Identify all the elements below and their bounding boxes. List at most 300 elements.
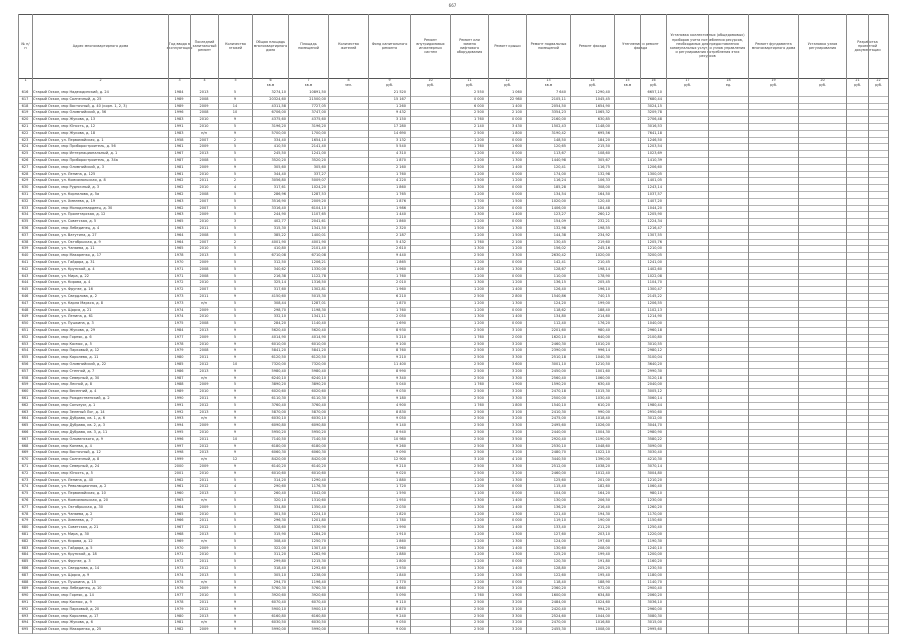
cell-c: 3 200 [511, 470, 522, 475]
cell-a: 1 440 [395, 212, 406, 217]
cell-d: 124,20 [553, 300, 566, 305]
cell-addr: Старый Оскол, ул. Свердлова, д. 2 [33, 294, 97, 298]
cell-g: 1214,90 [647, 314, 662, 319]
cell-d: 136,20 [553, 504, 566, 509]
column-unit: руб. [368, 83, 410, 88]
cell-y: 1967 [174, 151, 184, 156]
cell-val: 337,27 [313, 171, 326, 176]
cell-b: 2 500 [473, 450, 484, 455]
cell-f: 5 [233, 498, 237, 502]
table-header [18, 14, 888, 78]
cell-d: 130,45 [553, 239, 566, 244]
column-unit [218, 83, 252, 88]
cell-n: 691 [21, 600, 29, 604]
cell-y: 1961 [174, 144, 184, 149]
cell-r: 2008 [199, 110, 209, 115]
cell-n: 622 [21, 130, 29, 135]
cell-area: 305,60 [273, 164, 286, 169]
cell-b: 2 500 [473, 328, 484, 332]
cell-e: 106,33 [597, 178, 610, 183]
cell-area: 334,40 [273, 137, 286, 142]
cell-e: 176,20 [597, 321, 610, 326]
cell-f: 9 [233, 409, 237, 414]
cell-area: 3196,20 [271, 124, 286, 128]
cell-n: 626 [21, 158, 29, 162]
cell-y: 1976 [174, 586, 184, 591]
cell-addr: Старый Оскол, ул. Октябрьская, д. 30 [33, 504, 103, 509]
cell-y: 1996 [174, 110, 184, 115]
cell-d: 119,10 [553, 518, 566, 523]
cell-area: 3520,20 [271, 158, 286, 162]
cell-c: 3 200 [511, 620, 522, 625]
column-number: 13 [526, 78, 570, 83]
cell-r: 2012 [199, 525, 209, 530]
cell-val: 6120,50 [311, 355, 326, 360]
cell-d: 1440,98 [551, 158, 566, 162]
cell-val: 1350,40 [311, 504, 326, 509]
cell-f: 5 [233, 566, 237, 570]
column-number: 15 [614, 78, 640, 83]
cell-r: н/п [201, 620, 207, 625]
cell-c: 1 500 [511, 232, 522, 237]
cell-n: 627 [21, 164, 29, 169]
cell-b: 2 500 [473, 423, 484, 428]
cell-addr: Старый Оскол, ул. Хмелева, д. 19 [33, 198, 96, 203]
cell-a: 9 050 [395, 620, 406, 625]
cell-y: 1991 [174, 402, 184, 407]
cell-d: 134,54 [553, 192, 566, 196]
cell-n: 689 [21, 586, 29, 591]
cell-a: 12 900 [393, 457, 406, 462]
cell-d: 120,30 [553, 559, 566, 564]
cell-f: 5 [233, 280, 237, 285]
cell-e: 188,40 [597, 307, 610, 312]
cell-c: 1 300 [511, 300, 522, 305]
cell-r: н/п [201, 130, 207, 135]
cell-g: 1401,05 [647, 178, 662, 183]
cell-y: 1960 [174, 491, 184, 496]
cell-n: 682 [21, 538, 29, 543]
cell-val: 6030,10 [311, 416, 326, 421]
cell-e: 197,60 [597, 538, 610, 543]
cell-e: 1020,00 [595, 253, 610, 258]
cell-y: 1972 [174, 287, 184, 292]
cell-f: 10 [232, 436, 238, 441]
cell-area: 6180,00 [271, 443, 286, 448]
cell-n: 673 [21, 477, 29, 482]
cell-d: 115,40 [553, 484, 566, 489]
cell-area: 325,14 [273, 280, 286, 285]
cell-d: 130,00 [553, 498, 566, 502]
cell-b: 1 200 [473, 273, 484, 278]
cell-f: 9 [233, 96, 237, 101]
cell-val: 1206,21 [311, 260, 326, 264]
column-unit: кв.м [252, 83, 288, 88]
cell-n: 641 [21, 260, 29, 264]
cell-n: 657 [21, 368, 29, 373]
cell-addr: Старый Оскол, ул. Первомайская, д. 1 [33, 137, 104, 142]
cell-a: 5 040 [395, 382, 406, 387]
cell-g: 1044,20 [647, 205, 662, 210]
cell-n: 656 [21, 362, 29, 366]
cell-d: 112,40 [553, 321, 566, 326]
cell-c: 1 300 [511, 552, 522, 557]
cell-addr: Старый Оскол, ул. Ленина, д. 125 [33, 171, 96, 176]
column-number: 8 [328, 78, 368, 83]
cell-a: 1 950 [395, 498, 406, 502]
header-cell: № п/п [18, 14, 32, 78]
cell-d: 125,20 [553, 552, 566, 557]
cell-b: 2 500 [473, 368, 484, 373]
cell-g: 1216,47 [647, 226, 662, 230]
cell-area: 6160,80 [271, 613, 286, 618]
cell-a: 1 860 [395, 219, 406, 224]
cell-b: 1 300 [473, 280, 484, 285]
cell-n: 695 [21, 627, 29, 632]
header-cell: Ремонт фасада [570, 14, 614, 78]
cell-d: 2360,20 [551, 586, 566, 591]
cell-val: 8420,00 [311, 457, 326, 462]
cell-r: 2008 [199, 348, 209, 353]
cell-a: 1 800 [395, 559, 406, 564]
cell-area: 6010,00 [271, 341, 286, 346]
cell-r: 2010 [199, 185, 209, 190]
cell-d: 3440,50 [551, 457, 566, 462]
cell-g: 1246,50 [647, 137, 662, 142]
cell-b: 1 760 [473, 402, 484, 407]
cell-area: 6030,10 [271, 416, 286, 421]
cell-r: 2011 [199, 396, 209, 400]
cell-area: 3890,20 [271, 382, 286, 387]
cell-c: 3 200 [511, 368, 522, 373]
cell-area: 260,40 [273, 491, 286, 496]
cell-a: 4 900 [395, 402, 406, 407]
cell-area: 8420,00 [271, 457, 286, 462]
cell-y: 1979 [174, 606, 184, 611]
cell-e: 1290,40 [595, 90, 610, 94]
cell-b: 2 500 [473, 416, 484, 421]
cell-area: 308,40 [273, 538, 286, 543]
cell-g: 2960,00 [647, 606, 662, 611]
cell-g: 1203,54 [647, 144, 662, 149]
cell-val: 1341,50 [311, 226, 326, 230]
column-number: 1 [18, 78, 32, 83]
cell-a: 9 050 [395, 416, 406, 421]
cell-f: 5 [233, 287, 237, 292]
cell-e: 1654,90 [595, 103, 610, 108]
cell-b: 1 200 [473, 307, 484, 312]
cell-val: 6010,00 [311, 341, 326, 346]
cell-b: 2 500 [473, 294, 484, 298]
cell-n: 645 [21, 287, 29, 292]
cell-val: 2041,61 [311, 219, 326, 224]
cell-f: 4 [233, 484, 237, 489]
cell-a: 5 090 [395, 593, 406, 598]
cell-g: 1200,00 [647, 552, 662, 557]
cell-y: 1989 [174, 389, 184, 394]
cell-d: 2460,30 [551, 341, 566, 346]
cell-n: 651 [21, 328, 29, 332]
cell-f: 5 [233, 192, 237, 196]
cell-c: 3 100 [511, 586, 522, 591]
cell-area: 6706,00 [271, 110, 286, 115]
cell-f: 9 [233, 416, 237, 421]
cell-e: 205,20 [597, 566, 610, 570]
cell-c: 0 000 [511, 260, 522, 264]
cell-n: 693 [21, 613, 29, 618]
cell-f: 9 [233, 620, 237, 625]
cell-area: 3274,10 [271, 90, 286, 94]
cell-r: 2008 [199, 158, 209, 162]
cell-c: 1 400 [511, 504, 522, 509]
cell-val: 6180,00 [311, 443, 326, 448]
cell-e: 210,45 [597, 260, 610, 264]
cell-addr: Старый Оскол, ул. Комсомольская, д. 20 [33, 498, 108, 502]
cell-d: 2920,40 [551, 436, 566, 441]
cell-n: 670 [21, 457, 29, 462]
cell-f: 5 [233, 559, 237, 564]
column-unit: руб. [488, 83, 526, 88]
cell-val: 5870,00 [311, 409, 326, 414]
cell-a: 1 960 [395, 545, 406, 550]
cell-b: 1 200 [473, 287, 484, 292]
cell-r: 2008 [199, 232, 209, 237]
cell-a: 14 690 [393, 130, 406, 135]
cell-c: 0 000 [511, 559, 522, 564]
cell-g: 1022,08 [647, 273, 662, 278]
cell-d: 116,24 [553, 178, 566, 183]
cell-e: 108,60 [597, 151, 610, 156]
cell-y: 1962 [174, 477, 184, 482]
cell-val: 1241,00 [311, 151, 326, 156]
column-unit: руб. [748, 83, 798, 88]
cell-d: 2630,42 [551, 253, 566, 258]
cell-d: 2510,18 [551, 355, 566, 360]
cell-d: 144,38 [553, 232, 566, 237]
cell-val: 3890,20 [311, 382, 326, 387]
cell-n: 629 [21, 178, 29, 183]
cell-a: 8 870 [395, 606, 406, 611]
cell-val: 1330,90 [311, 525, 326, 530]
cell-b: 1 200 [473, 579, 484, 584]
cell-d: 2450,00 [551, 368, 566, 373]
cell-val: 6110,30 [311, 396, 326, 400]
cell-c: 0 000 [511, 579, 522, 584]
cell-e: 1015,30 [595, 389, 610, 394]
cell-area: 334,80 [273, 504, 286, 509]
cell-y: 1986 [174, 368, 184, 373]
column-rule [798, 14, 799, 634]
cell-r: 2011 [199, 226, 209, 230]
cell-addr: Старый Оскол, ул. Ватутина, д. 27 [33, 232, 97, 237]
cell-val: 5009,07 [311, 178, 326, 183]
cell-b: 2 500 [473, 627, 484, 632]
cell-b: 1 300 [473, 246, 484, 251]
cell-g: 2995,60 [647, 627, 662, 632]
cell-addr: Старый Оскол, мкр Конева, д. 4 [33, 443, 92, 448]
cell-r: 2009 [199, 212, 209, 217]
cell-g: 3080,30 [647, 613, 662, 618]
cell-y: 1961 [174, 484, 184, 489]
cell-e: 1040,30 [595, 355, 610, 360]
cell-b: 1 760 [473, 117, 484, 122]
cell-a: 6 210 [395, 294, 406, 298]
cell-b: 1 200 [473, 518, 484, 523]
cell-y: 1988 [174, 382, 184, 387]
cell-c: 1 200 [511, 178, 522, 183]
cell-a: 1 930 [395, 566, 406, 570]
cell-b: 1 300 [473, 525, 484, 530]
cell-val: 6010,60 [311, 470, 326, 475]
cell-n: 654 [21, 348, 29, 353]
cell-addr: Старый Оскол, ул. Чапаева, д. 2 [33, 511, 93, 516]
cell-area: 385,22 [273, 232, 286, 237]
cell-e: 232,21 [597, 219, 610, 224]
cell-c: 22 980 [509, 96, 522, 101]
cell-addr: Старый Оскол, мкр Conveyor, д. 1 [33, 402, 96, 407]
cell-addr: Старый Оскол, мкр Макаренко, д. 17 [33, 253, 102, 258]
cell-f: 9 [233, 164, 237, 169]
cell-d: 2480,70 [551, 450, 566, 455]
cell-c: 3 200 [511, 627, 522, 632]
cell-area: 322,00 [273, 545, 286, 550]
cell-n: 639 [21, 246, 29, 251]
cell-e: 1024,60 [595, 600, 610, 604]
cell-r: 2010 [199, 341, 209, 346]
cell-e: 190,00 [597, 518, 610, 523]
cell-f: 2 [233, 178, 237, 183]
cell-c: 1 300 [511, 532, 522, 536]
cell-e: 695,56 [597, 130, 610, 135]
cell-val: 7140,50 [311, 436, 326, 441]
cell-area: 311,20 [273, 552, 286, 557]
cell-addr: Старый Оскол, мкр Солнечный, д. 8 [33, 457, 100, 462]
cell-addr: Старый Оскол, мкр Горняк, д. 6 [33, 334, 92, 339]
cell-c: 1 400 [511, 103, 522, 108]
cell-n: 648 [21, 307, 29, 312]
cell-y: 1983 [174, 117, 184, 122]
cell-n: 617 [21, 96, 29, 101]
cell-y: 1983 [174, 130, 184, 135]
cell-r: 2009 [199, 144, 209, 149]
cell-area: 294,70 [273, 579, 286, 584]
cell-addr: Старый Оскол, мкр Парковый, д. 20 [33, 606, 100, 611]
cell-area: 6020,60 [271, 389, 286, 394]
cell-y: 1961 [174, 171, 184, 176]
cell-c: 1 500 [511, 198, 522, 203]
column-rule [748, 14, 749, 634]
cell-n: 681 [21, 532, 29, 536]
cell-addr: Старый Оскол, мкр Королева, д. 11 [33, 355, 99, 360]
cell-f: 9 [233, 470, 237, 475]
cell-a: 1 960 [395, 287, 406, 292]
cell-f: 9 [233, 606, 237, 611]
cell-addr: Старый Оскол, мкр Ольминского, д. 9 [33, 436, 103, 441]
column-unit: руб. [450, 83, 488, 88]
cell-n: 638 [21, 239, 29, 244]
cell-c: 1 400 [511, 212, 522, 217]
cell-addr: Старый Оскол, ул. Первомайская, д. 10 [33, 491, 106, 496]
cell-n: 621 [21, 124, 29, 128]
cell-e: 206,50 [597, 498, 610, 502]
cell-e: 1060,00 [595, 375, 610, 380]
cell-e: 208,00 [597, 545, 610, 550]
cell-area: 5900,10 [271, 606, 286, 611]
cell-g: 3010,55 [647, 341, 662, 346]
cell-r: 2010 [199, 470, 209, 475]
cell-r: 2010 [199, 430, 209, 434]
cell-c: 0 000 [511, 518, 522, 523]
cell-y: 1987 [174, 375, 184, 380]
cell-e: 178,90 [597, 273, 610, 278]
cell-area: 5990,00 [271, 627, 286, 632]
column-rule [18, 14, 19, 634]
cell-b: 1 200 [473, 559, 484, 564]
column-number: 7 [288, 78, 328, 83]
cell-addr: Старый Оскол, мкр Жукова, д. 18 [33, 130, 96, 135]
cell-g: 1060,40 [647, 484, 662, 489]
column-unit: руб. [868, 83, 888, 88]
cell-d: 3001,10 [551, 362, 566, 366]
cell-b: 1 200 [473, 232, 484, 237]
cell-area: 301,50 [273, 511, 286, 516]
cell-n: 647 [21, 300, 29, 305]
cell-f: 9 [233, 328, 237, 332]
cell-addr: Старый Оскол, ул. Пролетарская, д. 12 [33, 212, 106, 217]
cell-val: 1292,60 [311, 566, 326, 570]
cell-r: 2013 [199, 253, 209, 258]
cell-addr: Старый Оскол, мкр Дубрава, кв. 2, д. 3 [33, 423, 105, 428]
cell-a: 2 187 [395, 232, 406, 237]
cell-a: 10 980 [393, 436, 406, 441]
cell-d: 2530,10 [551, 443, 566, 448]
column-unit: руб. [570, 83, 614, 88]
cell-addr: Старый Оскол, ул. Гайдара, д. 5 [33, 545, 93, 550]
cell-f: 9 [233, 348, 237, 353]
cell-addr: Старый Оскол, ул. Фрунзе, д. 3 [33, 559, 91, 564]
cell-g: 3100,04 [647, 355, 662, 360]
column-unit: руб. [846, 83, 868, 88]
cell-a: 1 780 [395, 518, 406, 523]
cell-addr: Старый Оскол, мкр Юность, д. 5 [33, 470, 93, 475]
cell-area: 5760,30 [271, 586, 286, 591]
cell-r: 2009 [199, 423, 209, 428]
cell-a: 1 876 [395, 198, 406, 203]
cell-n: 669 [21, 450, 29, 455]
cell-r: 2010 [199, 511, 209, 516]
header-cell: Ремонт внутридомовых инженерных систем [410, 14, 450, 78]
cell-f: 9 [233, 389, 237, 394]
cell-a: 2 050 [395, 314, 406, 319]
cell-e: 211,20 [597, 525, 610, 530]
cell-b: 1 300 [473, 498, 484, 502]
cell-b: 1 200 [473, 260, 484, 264]
cell-a: 2 010 [395, 280, 406, 285]
cell-b: 2 500 [473, 613, 484, 618]
cell-r: 2008 [199, 321, 209, 326]
cell-r: 2009 [199, 382, 209, 387]
column-rule [218, 14, 219, 634]
cell-r: 2007 [199, 205, 209, 210]
cell-b: 2 500 [473, 470, 484, 475]
column-rule [32, 14, 33, 634]
cell-r: 2013 [199, 368, 209, 373]
cell-y: 1974 [174, 572, 184, 577]
cell-area: 410,50 [273, 144, 286, 149]
cell-f: 5 [233, 525, 237, 530]
cell-e: 1018,40 [595, 416, 610, 421]
cell-b: 1 300 [473, 185, 484, 190]
